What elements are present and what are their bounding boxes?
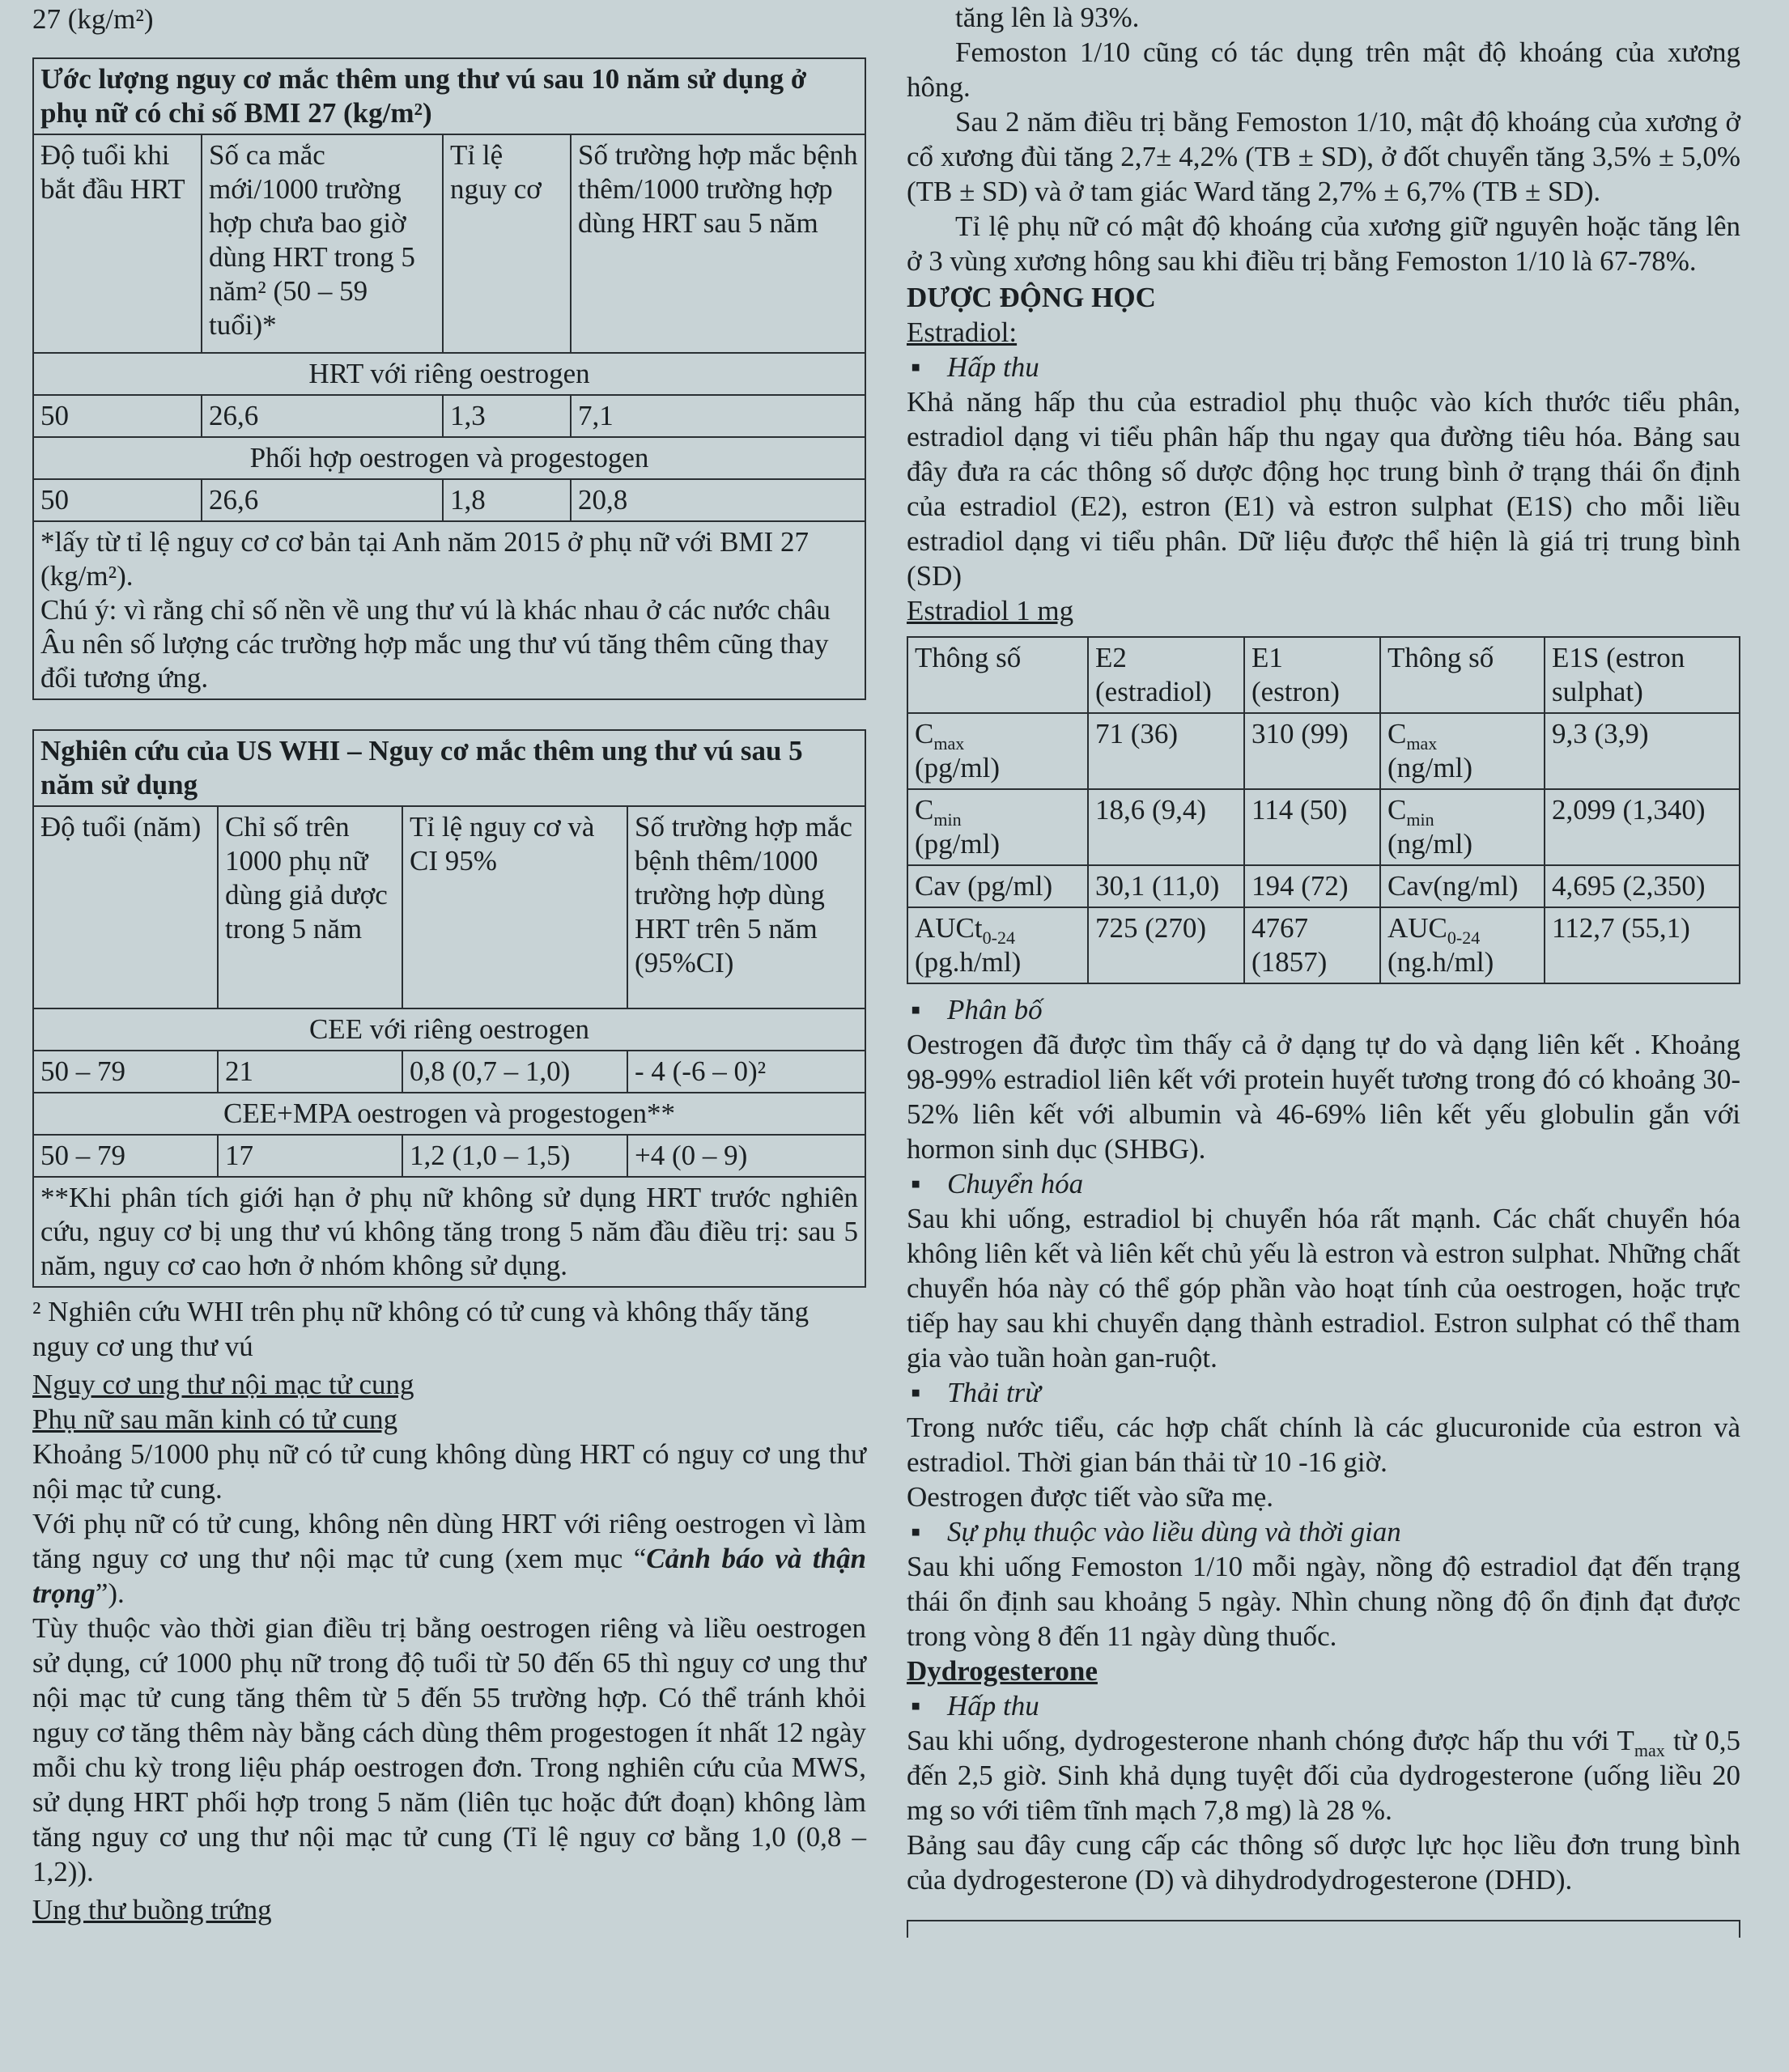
heading-estradiol: Estradiol:	[907, 316, 1018, 348]
paragraph: Oestrogen đã được tìm thấy cả ở dạng tự do và dạng liên kết . Khoảng 98-99% estradiol liên kết với protein huyết tương trong đó có khoảng 30-52% liên kết với albumin và 46-69% liên kết yếu globulin gắn với hormon sinh dục (SHBG).	[907, 1029, 1740, 1165]
table-cell: AUCt$_{0-24}$ (pg.h/ml)	[907, 907, 1088, 983]
table-header: Tỉ lệ nguy cơ	[443, 134, 571, 353]
table-cell: $C_{min}$ (pg/ml)	[907, 789, 1088, 865]
text-run: Sau khi uống, dydrogesterone nhanh chóng được hấp thu với T	[907, 1725, 1634, 1756]
table-cell: 0,8 (0,7 – 1,0)	[402, 1051, 627, 1093]
table-cell: 112,7 (55,1)	[1545, 907, 1740, 983]
paragraph: Khả năng hấp thu của estradiol phụ thuộc vào kích thước tiểu phân, estradiol dạng vi tiểu phân hấp thu ngay qua đường tiêu hóa. Bảng sau đây đưa ra các thông số dược động học trung bình ở trạng thái ổn định của estradiol (E2), estron (E1) và estron sulphat (E1S) cho mỗi liều estradiol dạng vi tiểu phân. Dữ liệu được thể hiện là giá trị trung bình (SD)	[907, 386, 1740, 592]
text-run: từ 0,5 đến 2,5 giờ. Sinh khả dụng tuyệt đối của dydrogesterone (uống liều 20 mg so với tiêm tĩnh mạch 7,8 mg) là 28 %.	[907, 1725, 1740, 1826]
table-section: CEE với riêng oestrogen	[33, 1008, 865, 1051]
text-run: Với phụ nữ có tử cung, không nên dùng HRT với riêng oestrogen vì làm tăng nguy cơ ung thư nội mạc tử cung (xem mục “	[32, 1508, 866, 1574]
subheading-label: Hấp thu	[947, 351, 1039, 383]
table-note	[33, 521, 865, 699]
table-header: Tỉ lệ nguy cơ và CI 95%	[402, 806, 627, 1008]
table-title: Nghiên cứu của US WHI – Nguy cơ mắc thêm ung thư vú sau 5 năm sử dụng	[33, 730, 865, 806]
table-cell: $C_{max}$ (pg/ml)	[907, 713, 1088, 789]
table-cell: $C_{min}$ (ng/ml)	[1380, 789, 1545, 865]
subheading-label: Chuyển hóa	[947, 1168, 1084, 1199]
table-header: Số ca mắc mới/1000 trường hợp chưa bao giờ dùng HRT trong 5 năm² (50 – 59 tuổi)*	[202, 134, 443, 353]
heading-dydrogesterone: Dydrogesterone	[907, 1655, 1098, 1687]
pk-estradiol-table	[907, 636, 1740, 984]
table-cell: 21	[218, 1051, 402, 1093]
table-cell: 9,3 (3,9)	[1545, 713, 1740, 789]
bullet-icon: ▪	[911, 994, 921, 1025]
paragraph	[32, 1506, 866, 1611]
bullet-icon: ▪	[911, 1168, 921, 1199]
bullet-icon: ▪	[911, 351, 921, 383]
top-line: 27 (kg/m²)	[32, 3, 154, 35]
subheading	[907, 1688, 1740, 1723]
table-cell: 1,3	[443, 395, 571, 437]
subheading	[907, 1166, 1740, 1201]
right-column	[907, 0, 1740, 1938]
table-header: Số trường hợp mắc bệnh thêm/1000 trường hợp dùng HRT trên 5 năm (95%CI)	[627, 806, 865, 1008]
link-text: Cảnh báo và thận trọng	[32, 1543, 867, 1609]
table-cell: 17	[218, 1135, 402, 1177]
table-cell: $AUC_{0-24}$ (ng.h/ml)	[1380, 907, 1545, 983]
subheading-label: Hấp thu	[947, 1690, 1039, 1722]
paragraph: Femoston 1/10 cũng có tác dụng trên mật độ khoáng của xương hông.	[907, 36, 1740, 103]
table-header: Độ tuổi (năm)	[33, 806, 218, 1008]
table-section: CEE+MPA oestrogen và progestogen**	[33, 1093, 865, 1135]
table-header: E1 (estron)	[1244, 637, 1380, 713]
note-line: *lấy từ tỉ lệ nguy cơ cơ bản tại Anh năm 2015 ở phụ nữ với BMI 27 (kg/m²).	[40, 526, 809, 592]
table-cell: 310 (99)	[1244, 713, 1380, 789]
left-column	[32, 0, 866, 1927]
paragraph: tăng lên là 93%.	[955, 2, 1140, 33]
table-cell: 1,8	[443, 479, 571, 521]
table-header: Chỉ số trên 1000 phụ nữ dùng giả dược trong 5 năm	[218, 806, 402, 1008]
paragraph: Bảng sau đây cung cấp các thông số dược lực học liều đơn trung bình của dydrogesterone (D) và dihydrodydrogesterone (DHD).	[907, 1829, 1740, 1896]
next-table-top-border	[907, 1920, 1740, 1938]
table-header: Thông số	[907, 637, 1088, 713]
paragraph: Sau 2 năm điều trị bằng Femoston 1/10, mật độ khoáng của xương ở cổ xương đùi tăng 2,7± 4,2% (TB ± SD), ở đốt chuyển tăng 3,5% ± 5,0% (TB ± SD) và ở tam giác Ward tăng 2,7% ± 6,7% (TB ± SD).	[907, 106, 1740, 207]
bullet-icon: ▪	[911, 1516, 921, 1548]
paragraph: Tùy thuộc vào thời gian điều trị bằng oestrogen riêng và liều oestrogen sử dụng, cứ 1000 phụ nữ trong độ tuổi từ 50 đến 65 thì nguy cơ ung thư nội mạc tử cung tăng thêm từ 5 đến 55 trường hợp. Có thể tránh khỏi nguy cơ tăng thêm này bằng cách dùng thêm progestogen ít nhất 12 ngày mỗi chu kỳ trong liệu pháp oestrogen đơn. Trong nghiên cứu của MWS, sử dụng HRT phối hợp trong 5 năm (liên tục hoặc đứt đoạn) không làm tăng nguy cơ ung thư nội mạc tử cung (Tỉ lệ nguy cơ bằng 1,0 (0,8 – 1,2)).	[32, 1612, 866, 1887]
table-title: Ước lượng nguy cơ mắc thêm ung thư vú sau 10 năm sử dụng ở phụ nữ có chỉ số BMI 27 (kg/m²)	[33, 58, 865, 134]
paragraph: Sau khi uống, estradiol bị chuyển hóa rất mạnh. Các chất chuyển hóa không liên kết và liên kết chủ yếu là estron và estron sulphat. Những chất chuyển hóa này có thể góp phần vào hoạt tính của oestrogen, hoặc trực tiếp hay sau khi chuyển dạng thành estradiol. Estron sulphat có thể tham gia vào tuần hoàn gan-ruột.	[907, 1203, 1740, 1374]
table-cell: 7,1	[571, 395, 865, 437]
table-cell: 71 (36)	[1088, 713, 1244, 789]
table-cell: 4767 (1857)	[1244, 907, 1380, 983]
paragraph: Oestrogen được tiết vào sữa mẹ.	[907, 1481, 1273, 1513]
table-section: Phối hợp oestrogen và progestogen	[33, 437, 865, 479]
table-cell: Cav(ng/ml)	[1380, 865, 1545, 907]
heading-pharmacokinetics: DƯỢC ĐỘNG HỌC	[907, 282, 1156, 313]
table-cell: 20,8	[571, 479, 865, 521]
footnote: ² Nghiên cứu WHI trên phụ nữ không có tử cung và không thấy tăng nguy cơ ung thư vú	[32, 1296, 810, 1362]
table-cell: 725 (270)	[1088, 907, 1244, 983]
text-run: ”).	[95, 1577, 125, 1609]
table-note: **Khi phân tích giới hạn ở phụ nữ không sử dụng HRT trước nghiên cứu, nguy cơ bị ung thư vú không tăng trong 5 năm đầu điều trị: sau 5 năm, nguy cơ cao hơn ở nhóm không sử dụng.	[33, 1177, 865, 1287]
table-cell: +4 (0 – 9)	[627, 1135, 865, 1177]
table-cell: 114 (50)	[1244, 789, 1380, 865]
heading-ovarian: Ung thư buồng trứng	[32, 1894, 272, 1926]
table-cell: 26,6	[202, 479, 443, 521]
breast-cancer-bmi-table	[32, 57, 866, 700]
heading-postmenopausal: Phụ nữ sau mãn kinh có tử cung	[32, 1403, 398, 1435]
subheading	[907, 992, 1740, 1027]
subheading	[907, 350, 1740, 384]
paragraph: Tỉ lệ phụ nữ có mật độ khoáng của xương giữ nguyên hoặc tăng lên ở 3 vùng xương hông sau khi điều trị bằng Femoston 1/10 là 67-78%.	[907, 210, 1740, 277]
paragraph: Khoảng 5/1000 phụ nữ có tử cung không dùng HRT có nguy cơ ung thư nội mạc tử cung.	[32, 1438, 866, 1505]
table-header: Số trường hợp mắc bệnh thêm/1000 trường hợp dùng HRT sau 5 năm	[571, 134, 865, 353]
subheading	[907, 1375, 1740, 1410]
table-cell: - 4 (-6 – 0)²	[627, 1051, 865, 1093]
table-section: HRT với riêng oestrogen	[33, 353, 865, 395]
paragraph: Sau khi uống Femoston 1/10 mỗi ngày, nồng độ estradiol đạt đến trạng thái ổn định sau khoảng 5 ngày. Nhìn chung nồng độ ổn định đạt được trong vòng 8 đến 11 ngày dùng thuốc.	[907, 1551, 1740, 1652]
table-cell: 194 (72)	[1244, 865, 1380, 907]
heading-estradiol-dose: Estradiol 1 mg	[907, 595, 1074, 626]
table-cell: 50 – 79	[33, 1135, 218, 1177]
table-header: E2 (estradiol)	[1088, 637, 1244, 713]
note-line: Chú ý: vì rằng chỉ số nền về ung thư vú là khác nhau ở các nước châu Âu nên số lượng các trường hợp mắc ung thư vú tăng thêm cũng thay đổi tương ứng.	[40, 594, 831, 694]
table-cell: $C_{max}$ (ng/ml)	[1380, 713, 1545, 789]
subheading-label: Thải trừ	[947, 1377, 1041, 1408]
table-cell: Cav (pg/ml)	[907, 865, 1088, 907]
table-header: E1S (estron sulphat)	[1545, 637, 1740, 713]
table-header: Thông số	[1380, 637, 1545, 713]
table-header: Độ tuổi khi bắt đầu HRT	[33, 134, 202, 353]
table-cell: 1,2 (1,0 – 1,5)	[402, 1135, 627, 1177]
paragraph: Trong nước tiểu, các hợp chất chính là các glucuronide của estron và estradiol. Thời gian bán thải từ 10 -16 giờ.	[907, 1412, 1740, 1478]
table-cell: 26,6	[202, 395, 443, 437]
table-cell: 30,1 (11,0)	[1088, 865, 1244, 907]
heading-endometrial: Nguy cơ ung thư nội mạc tử cung	[32, 1369, 414, 1400]
whi-breast-cancer-table	[32, 729, 866, 1288]
table-cell: 4,695 (2,350)	[1545, 865, 1740, 907]
table-cell: 50	[33, 479, 202, 521]
subheading	[907, 1514, 1740, 1549]
table-cell: 2,099 (1,340)	[1545, 789, 1740, 865]
table-cell: 18,6 (9,4)	[1088, 789, 1244, 865]
subscript: max	[1634, 1740, 1665, 1760]
bullet-icon: ▪	[911, 1377, 921, 1408]
bullet-icon: ▪	[911, 1690, 921, 1722]
paragraph	[907, 1723, 1740, 1828]
subheading-label: Sự phụ thuộc vào liều dùng và thời gian	[947, 1516, 1401, 1548]
subheading-label: Phân bố	[947, 994, 1043, 1025]
table-cell: 50	[33, 395, 202, 437]
table-cell: 50 – 79	[33, 1051, 218, 1093]
